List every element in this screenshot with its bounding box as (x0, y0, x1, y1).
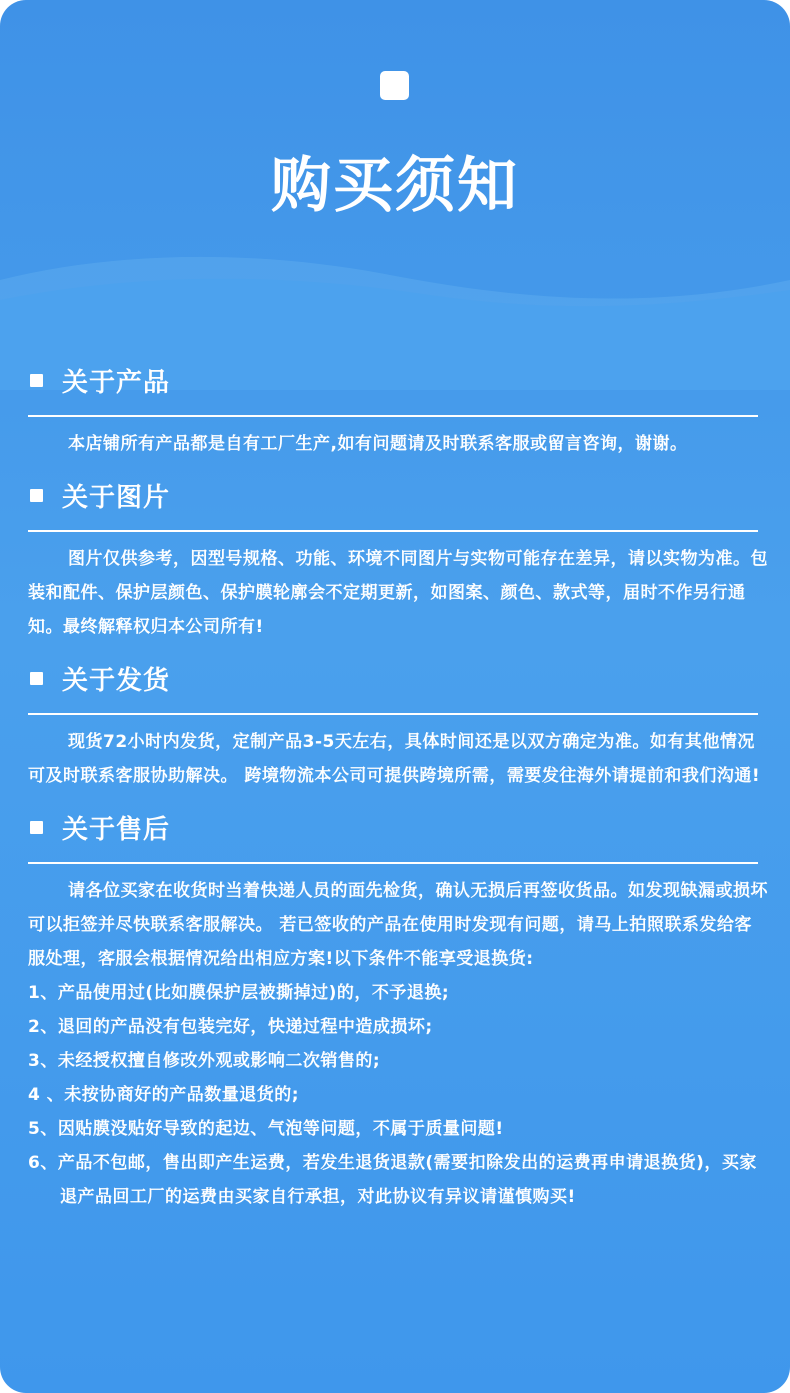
list-item: 4 、未按协商好的产品数量退货的; (28, 1085, 300, 1105)
list-item: 1、产品使用过(比如膜保护层被撕掉过)的，不予退换; (28, 983, 450, 1003)
square-bullet-icon (30, 821, 43, 834)
section-product (28, 356, 768, 461)
list-item: 3、未经授权擅自修改外观或影响二次销售的; (28, 1051, 381, 1071)
page-title: 购买须知 (271, 151, 519, 221)
section-header (28, 654, 768, 704)
section-title: 关于售后 (62, 815, 171, 845)
square-bullet-icon (30, 489, 43, 502)
conditions-list (28, 976, 768, 1214)
section-paragraph: 本店铺所有产品都是自有工厂生产,如有问题请及时联系客服或留言咨询，谢谢。 (68, 434, 688, 454)
divider (28, 713, 758, 715)
section-paragraph: 现货72小时内发货，定制产品3-5天左右，具体时间还是以双方确定为准。如有其他情况可及时联系客服协助解决。 跨境物流本公司可提供跨境所需，需要发往海外请提前和我们沟通! (28, 732, 761, 786)
content (28, 356, 768, 1224)
square-bullet-icon (30, 374, 43, 387)
list-item: 2、退回的产品没有包装完好，快递过程中造成损坏; (28, 1017, 433, 1037)
list-item: 6、产品不包邮，售出即产生运费，若发生退货退款(需要扣除发出的运费再申请退换货)，买家退产品回工厂的运费由买家自行承担，对此协议有异议请谨慎购买! (28, 1153, 757, 1207)
section-title: 关于发货 (62, 666, 171, 696)
section-title: 关于产品 (62, 368, 171, 398)
section-header (28, 803, 768, 853)
section-header (28, 356, 768, 406)
section-paragraph: 请各位买家在收货时当着快递人员的面先检货，确认无损后再签收货品。如发现缺漏或损坏可以拒签并尽快联系客服解决。 若已签收的产品在使用时发现有问题，请马上拍照联系发给客服处理，客服会根据情况给出相应方案!以下条件不能享受退换货: (28, 881, 768, 969)
section-shipping (28, 654, 768, 793)
divider (28, 530, 758, 532)
divider (28, 862, 758, 864)
square-bullet-icon (30, 672, 43, 685)
section-paragraph: 图片仅供参考，因型号规格、功能、环境不同图片与实物可能存在差异，请以实物为准。包装和配件、保护层颜色、保护膜轮廓会不定期更新，如图案、颜色、款式等，届时不作另行通知。最终解释权归本公司所有! (28, 549, 768, 637)
section-header (28, 471, 768, 521)
divider (28, 415, 758, 417)
section-after-sales (28, 803, 768, 1214)
section-images (28, 471, 768, 644)
list-item: 5、因贴膜没贴好导致的起边、气泡等问题，不属于质量问题! (28, 1119, 504, 1139)
section-title: 关于图片 (62, 483, 171, 513)
square-icon (380, 71, 409, 100)
